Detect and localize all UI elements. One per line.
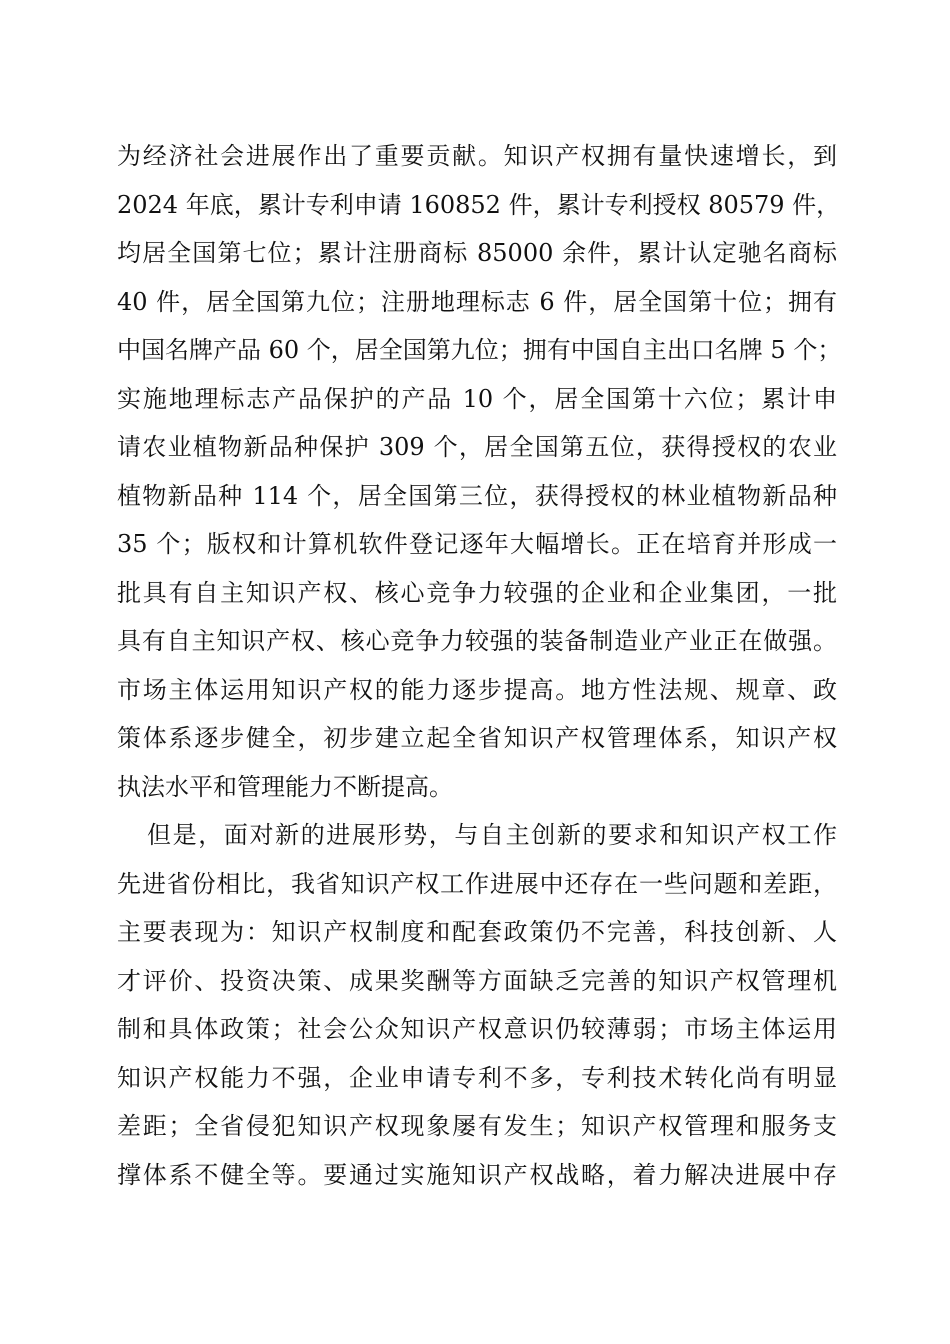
- text-line: 40 件，居全国第九位；注册地理标志 6 件，居全国第十位；拥有: [117, 287, 837, 316]
- text-line: 差距；全省侵犯知识产权现象屡有发生；知识产权管理和服务支: [117, 1112, 837, 1140]
- text-line: 批具有自主知识产权、核心竞争力较强的企业和企业集团，一批: [117, 578, 837, 607]
- paragraph-end-line: 执法水平和管理能力不断提高。: [117, 772, 453, 801]
- text-line: 2024 年底，累计专利申请 160852 件，累计专利授权 80579 件，: [117, 190, 841, 219]
- text-line: 先进省份相比，我省知识产权工作进展中还存在一些问题和差距，: [117, 869, 837, 898]
- text-line: 市场主体运用知识产权的能力逐步提高。地方性法规、规章、政: [117, 675, 837, 704]
- text-line: 知识产权能力不强，企业申请专利不多，专利技术转化尚有明显: [117, 1063, 837, 1092]
- text-line: 均居全国第七位；累计注册商标 85000 余件，累计认定驰名商标: [117, 239, 837, 267]
- text-line: 主要表现为：知识产权制度和配套政策仍不完善，科技创新、人: [117, 918, 837, 946]
- text-line: 具有自主知识产权、核心竞争力较强的装备制造业产业正在做强。: [117, 627, 837, 655]
- text-line: 为经济社会进展作出了重要贡献。知识产权拥有量快速增长，到: [117, 142, 837, 170]
- body-text: [117, 132, 842, 1199]
- text-line: 实施地理标志产品保护的产品 10 个，居全国第十六位；累计申: [117, 384, 837, 413]
- text-line: 才评价、投资决策、成果奖酬等方面缺乏完善的知识产权管理机: [117, 966, 837, 995]
- text-line: 35 个；版权和计算机软件登记逐年大幅增长。正在培育并形成一: [117, 530, 837, 558]
- text-line: 植物新品种 114 个，居全国第三位，获得授权的林业植物新品种: [117, 481, 837, 510]
- text-line: 请农业植物新品种保护 309 个，居全国第五位，获得授权的农业: [117, 433, 837, 461]
- paragraph-start-line: 但是，面对新的进展形势，与自主创新的要求和知识产权工作: [147, 821, 837, 849]
- text-line: 策体系逐步健全，初步建立起全省知识产权管理体系，知识产权: [117, 724, 837, 752]
- text-line: 撑体系不健全等。要通过实施知识产权战略，着力解决进展中存: [117, 1160, 837, 1189]
- text-line: 制和具体政策；社会公众知识产权意识仍较薄弱；市场主体运用: [117, 1015, 837, 1043]
- text-line: 中国名牌产品 60 个，居全国第九位；拥有中国自主出口名牌 5 个；: [117, 336, 842, 364]
